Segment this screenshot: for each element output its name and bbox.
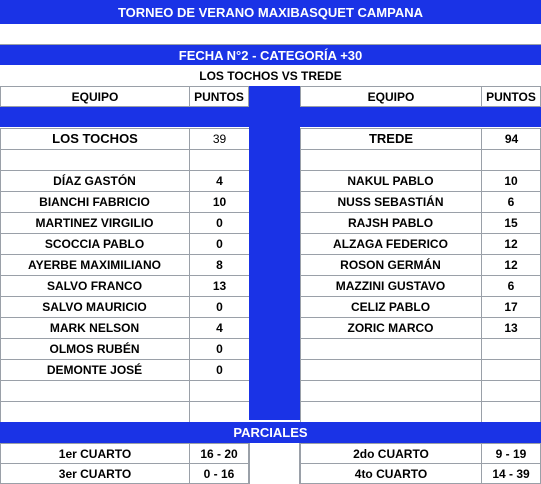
right-player-points: 6 <box>507 194 515 209</box>
left-player-name: MARK NELSON <box>49 320 140 335</box>
right-player-name: ZORIC MARCO <box>347 320 434 335</box>
left-player-points: 0 <box>216 236 223 251</box>
right-player-name: NUSS SEBASTIÁN <box>337 194 444 209</box>
left-team-score: 39 <box>212 131 227 146</box>
grid-row-line <box>300 380 541 381</box>
q4-label: 4to CUARTO <box>300 463 482 484</box>
q1-score: 16 - 20 <box>189 443 249 464</box>
left-player-name: DÍAZ GASTÓN <box>53 173 136 188</box>
matchup-title: LOS TOCHOS VS TREDE <box>199 68 342 83</box>
grid-row-line <box>300 338 541 339</box>
right-team-header: EQUIPO <box>300 86 482 107</box>
right-player-points: 13 <box>504 320 518 335</box>
left-player-name: OLMOS RUBÉN <box>49 341 140 356</box>
right-player-name: ALZAGA FEDERICO <box>333 236 448 251</box>
right-player-points: 17 <box>504 299 518 314</box>
left-player-name: AYERBE MAXIMILIANO <box>28 257 161 272</box>
left-team-name: LOS TOCHOS <box>52 131 138 146</box>
grid-row-line <box>300 359 541 360</box>
center-divider-band <box>249 86 300 420</box>
right-player-points: 15 <box>504 215 518 230</box>
left-player-points: 4 <box>216 173 223 188</box>
q3-label: 3er CUARTO <box>0 463 190 484</box>
left-player-points: 4 <box>216 320 223 335</box>
left-player-name: SCOCCIA PABLO <box>44 236 145 251</box>
left-player-points: 0 <box>216 215 223 230</box>
right-player-points: 12 <box>504 236 518 251</box>
q1-label: 1er CUARTO <box>0 443 190 464</box>
left-player-points: 0 <box>216 299 223 314</box>
left-points-header: PUNTOS <box>189 86 249 107</box>
right-points-header: PUNTOS <box>481 86 541 107</box>
right-player-name: RAJSH PABLO <box>347 215 434 230</box>
left-player-points: 10 <box>212 194 227 209</box>
q2-label: 2do CUARTO <box>300 443 482 464</box>
right-team-score: 94 <box>504 131 519 146</box>
right-player-points: 12 <box>504 257 518 272</box>
grid-row-line <box>0 401 249 402</box>
right-team-name: TREDE <box>368 131 414 146</box>
parciales-title: PARCIALES <box>0 422 541 443</box>
right-player-name: MAZZINI GUSTAVO <box>335 278 446 293</box>
left-player-points: 8 <box>216 257 223 272</box>
right-player-name: CELIZ PABLO <box>350 299 431 314</box>
q4-score: 14 - 39 <box>481 463 541 484</box>
left-player-name: SALVO MAURICIO <box>42 299 147 314</box>
left-player-name: SALVO FRANCO <box>46 278 143 293</box>
left-team-header: EQUIPO <box>0 86 190 107</box>
grid-row-line <box>0 380 249 381</box>
grid-row-line <box>0 149 249 150</box>
left-player-points: 0 <box>216 341 223 356</box>
left-player-name: BIANCHI FABRICIO <box>39 194 150 209</box>
left-player-points: 13 <box>212 278 227 293</box>
left-player-name: MARTINEZ VIRGILIO <box>35 215 154 230</box>
q2-score: 9 - 19 <box>481 443 541 464</box>
right-player-points: 6 <box>507 278 515 293</box>
q3-score: 0 - 16 <box>189 463 249 484</box>
fixture-subtitle: FECHA N°2 - CATEGORÍA +30 <box>0 45 541 65</box>
grid-row-line <box>300 401 541 402</box>
left-player-points: 0 <box>216 362 223 377</box>
tournament-title: TORNEO DE VERANO MAXIBASQUET CAMPANA <box>0 0 541 24</box>
right-player-name: ROSON GERMÁN <box>340 257 441 272</box>
right-player-points: 10 <box>504 173 518 188</box>
left-player-name: DEMONTE JOSÉ <box>46 362 143 377</box>
grid-row-line <box>300 149 541 150</box>
right-player-name: NAKUL PABLO <box>347 173 434 188</box>
